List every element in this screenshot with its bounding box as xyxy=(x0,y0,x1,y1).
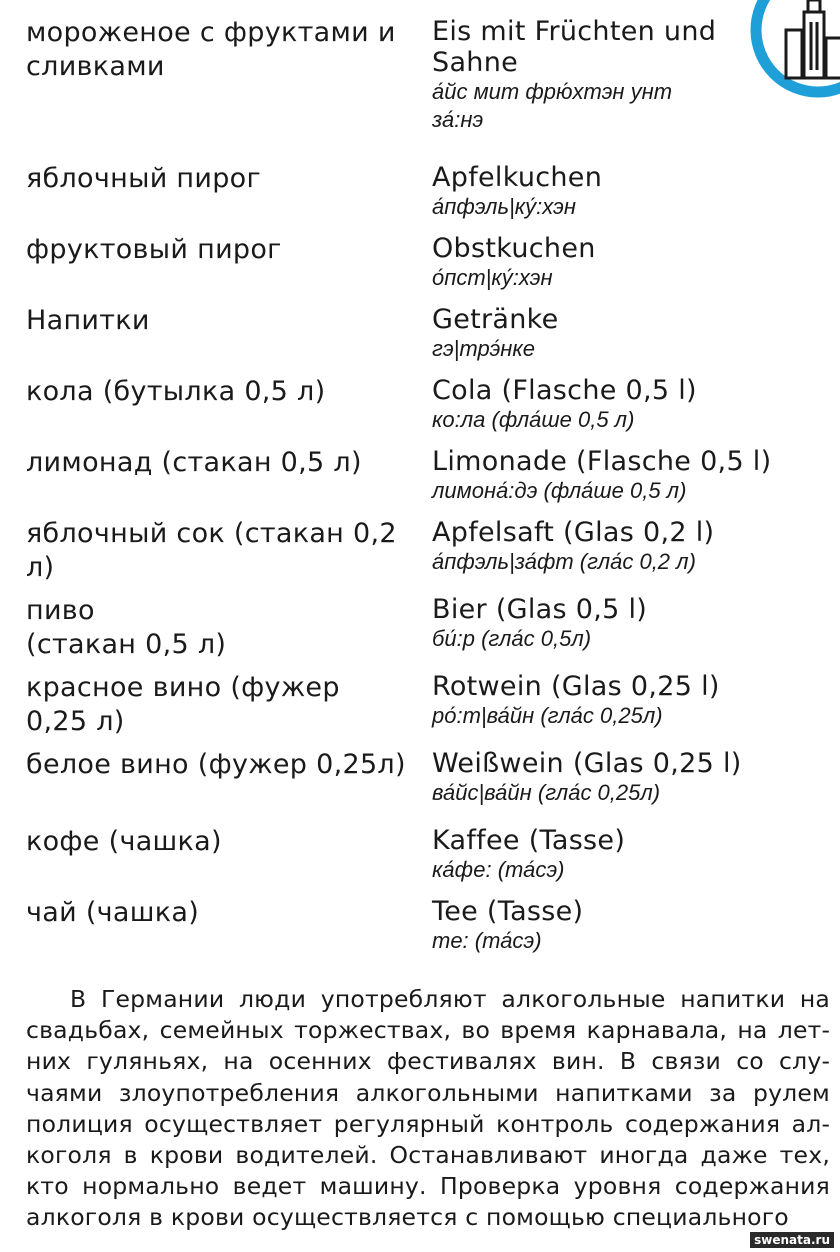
phrase-row xyxy=(26,162,826,233)
german-phrase: Rotwein (Glas 0,25 l) xyxy=(432,671,720,702)
phrase-row xyxy=(26,671,826,748)
german-column xyxy=(432,594,832,653)
russian-phrase: белое вино (фужер 0,25л) xyxy=(26,749,406,780)
german-column xyxy=(432,896,832,955)
german-phrase: Kaffee (Tasse) xyxy=(432,825,626,856)
transcription: а́йс мит фрю́хтэн унт за́:нэ xyxy=(432,79,673,132)
transcription: о́пст|ку́:хэн xyxy=(432,265,553,290)
german-column xyxy=(432,304,832,363)
phrase-row xyxy=(26,594,826,671)
transcription: а́пфэль|ку́:хэн xyxy=(432,194,576,219)
russian-phrase: кола (бутылка 0,5 л) xyxy=(26,376,326,407)
russian-phrase: яблочный пирог xyxy=(26,163,261,194)
transcription: ва́йс|ва́йн (гла́с 0,25л) xyxy=(432,780,661,805)
german-column xyxy=(432,517,832,576)
transcription: те: (та́сэ) xyxy=(432,928,542,953)
russian-phrase: яблочный сок (стакан 0,2 л) xyxy=(26,518,397,583)
german-phrase: Limonade (Flasche 0,5 l) xyxy=(432,446,772,477)
section-heading: Напитки xyxy=(26,305,150,336)
german-phrase: Obstkuchen xyxy=(432,233,596,264)
german-column xyxy=(432,162,832,221)
russian-phrase: чай (чашка) xyxy=(26,897,200,928)
phrase-row xyxy=(26,825,826,896)
russian-phrase: лимонад (стакан 0,5 л) xyxy=(26,447,362,478)
russian-phrase: мороженое с фруктами и сливками xyxy=(26,17,396,82)
german-phrase: Getränke xyxy=(432,304,559,335)
german-phrase: Apfelsaft (Glas 0,2 l) xyxy=(432,517,715,548)
phrase-row xyxy=(26,517,826,594)
city-skyline-icon xyxy=(748,0,840,100)
russian-phrase: фруктовый пирог xyxy=(26,234,282,265)
russian-phrase: красное вино (фужер 0,25 л) xyxy=(26,672,340,737)
body-paragraph: В Германии люди употребляют алкогольные напитки на свадьбах, семейных торжествах, во время карнавала, на летних гуляньях, на осенних фестивалях вин. В связи со случаями злоупотребления алкогольными напитками за рулем полиция осуществляет регулярный контроль содержания алкоголя в крови водителей. Останавливают иногда даже тех, кто нормально ведет машину. Проверка уровня содержания алкоголя в крови осуществляется с помощью специального xyxy=(26,985,830,1232)
german-column xyxy=(432,375,832,434)
german-phrase: Apfelkuchen xyxy=(432,162,603,193)
german-phrase: Eis mit Früchten und Sahne xyxy=(432,16,717,78)
phrase-table xyxy=(26,16,826,967)
transcription: ко:ла (фла́ше 0,5 л) xyxy=(432,407,635,432)
phrase-row xyxy=(26,16,826,162)
phrase-row xyxy=(26,446,826,517)
german-column xyxy=(432,825,832,884)
german-phrase: Bier (Glas 0,5 l) xyxy=(432,594,648,625)
phrase-row xyxy=(26,233,826,304)
german-phrase: Tee (Tasse) xyxy=(432,896,584,927)
german-column xyxy=(432,446,832,505)
phrase-row xyxy=(26,896,826,967)
german-column xyxy=(432,671,832,730)
german-phrase: Cola (Flasche 0,5 l) xyxy=(432,375,697,406)
transcription: ро́:т|ва́йн (гла́с 0,25л) xyxy=(432,703,663,728)
phrase-row xyxy=(26,304,826,375)
watermark: swenata.ru xyxy=(750,1232,834,1248)
phrase-row xyxy=(26,375,826,446)
phrase-row xyxy=(26,748,826,825)
russian-phrase: кофе (чашка) xyxy=(26,826,222,857)
transcription: ка́фе: (та́сэ) xyxy=(432,857,565,882)
russian-phrase: пиво (стакан 0,5 л) xyxy=(26,595,227,660)
transcription: би́:р (гла́с 0,5л) xyxy=(432,626,592,651)
transcription: лимона́:дэ (фла́ше 0,5 л) xyxy=(432,478,687,503)
german-column xyxy=(432,233,832,292)
german-phrase: Weißwein (Glas 0,25 l) xyxy=(432,748,742,779)
transcription: а́пфэль|за́фт (гла́с 0,2 л) xyxy=(432,549,696,574)
german-column xyxy=(432,748,832,807)
transcription: гэ|трэ́нке xyxy=(432,336,535,361)
